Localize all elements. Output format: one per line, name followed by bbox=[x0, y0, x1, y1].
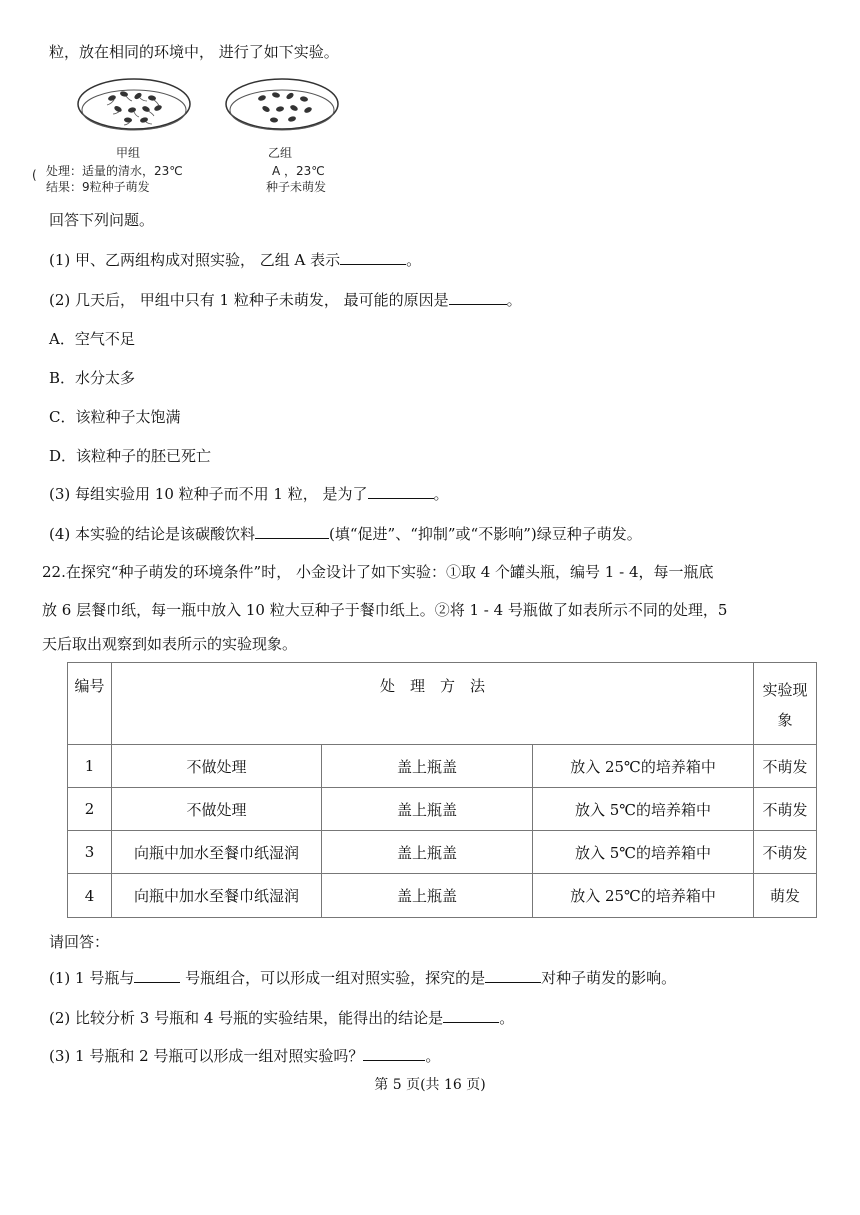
cell-temp: 放入 5℃的培养箱中 bbox=[533, 788, 754, 831]
answer-blank[interactable] bbox=[368, 484, 434, 499]
cell-water: 不做处理 bbox=[112, 745, 322, 788]
q22-q3-text: (3) 1 号瓶和 2 号瓶可以形成一组对照实验吗？ bbox=[49, 1047, 364, 1065]
page-footer: 第 5 页(共 16 页) bbox=[374, 1077, 486, 1093]
header-result-line2: 象 bbox=[777, 711, 793, 729]
answer-blank[interactable] bbox=[134, 968, 180, 983]
option-c: C．该粒种子太饱满 bbox=[49, 408, 181, 426]
q22-intro-1: 22.在探究“种子萌发的环境条件”时， 小金设计了如下实验：①取 4 个罐头瓶，编号 1 - 4，每一瓶底 bbox=[42, 563, 714, 581]
cell-lid: 盖上瓶盖 bbox=[322, 831, 533, 874]
cell-no: 1 bbox=[68, 745, 112, 788]
q22-q1-a: (1) 1 号瓶与 bbox=[49, 969, 135, 987]
cell-lid: 盖上瓶盖 bbox=[322, 745, 533, 788]
please-answer: 请回答： bbox=[49, 933, 110, 951]
cell-lid: 盖上瓶盖 bbox=[322, 874, 533, 918]
q22-q1-b: 号瓶组合，可以形成一组对照实验，探究的是 bbox=[180, 969, 486, 987]
cell-temp: 放入 25℃的培养箱中 bbox=[533, 745, 754, 788]
option-d: D．该粒种子的胚已死亡 bbox=[49, 447, 212, 465]
group-a-left-mark: ( bbox=[32, 168, 37, 182]
table-row bbox=[68, 874, 817, 918]
intro-line: 粒，放在相同的环境中， 进行了如下实验。 bbox=[49, 43, 339, 61]
period: 。 bbox=[499, 1009, 515, 1027]
cell-water: 向瓶中加水至餐巾纸湿润 bbox=[112, 874, 322, 918]
q21-q3-text: (3) 每组实验用 10 粒种子而不用 1 粒， 是为了 bbox=[49, 485, 368, 503]
q21-q4-after: (填“促进”、“抑制”或“不影响”)绿豆种子萌发。 bbox=[329, 525, 642, 543]
header-no: 编号 bbox=[68, 663, 112, 745]
group-a-treatment: 处理：适量的清水，23℃ bbox=[46, 164, 183, 178]
table-header-row bbox=[68, 663, 817, 745]
period: 。 bbox=[433, 485, 449, 503]
q22-q2-text: (2) 比较分析 3 号瓶和 4 号瓶的实验结果，能得出的结论是 bbox=[49, 1009, 444, 1027]
table-row bbox=[68, 788, 817, 831]
cell-temp: 放入 25℃的培养箱中 bbox=[533, 874, 754, 918]
answer-blank[interactable] bbox=[340, 250, 406, 265]
q22-q1-c: 对种子萌发的影响。 bbox=[541, 969, 677, 987]
cell-result: 不萌发 bbox=[754, 831, 817, 874]
table-row bbox=[68, 745, 817, 788]
group-b-result: 种子未萌发 bbox=[266, 180, 327, 194]
q22-intro-3: 天后取出观察到如表所示的实验现象。 bbox=[42, 635, 298, 653]
q21-q2-text: (2) 几天后， 甲组中只有 1 粒种子未萌发， 最可能的原因是 bbox=[49, 291, 449, 309]
q21-question-4 bbox=[49, 524, 642, 544]
period: 。 bbox=[406, 251, 422, 269]
answer-blank[interactable] bbox=[443, 1008, 499, 1023]
option-b: B．水分太多 bbox=[49, 369, 136, 387]
period: 。 bbox=[425, 1047, 441, 1065]
answer-blank[interactable] bbox=[449, 290, 507, 305]
answer-blank[interactable] bbox=[255, 524, 329, 539]
cell-temp: 放入 5℃的培养箱中 bbox=[533, 831, 754, 874]
q22-question-3 bbox=[49, 1046, 440, 1066]
q21-prompt: 回答下列问题。 bbox=[49, 211, 155, 229]
q22-intro-2: 放 6 层餐巾纸，每一瓶中放入 10 粒大豆种子于餐巾纸上。②将 1 - 4 号瓶做了如表所示不同的处理，5 bbox=[42, 601, 728, 619]
cell-result: 萌发 bbox=[754, 874, 817, 918]
q21-q4-text: (4) 本实验的结论是该碳酸饮料 bbox=[49, 525, 256, 543]
cell-no: 3 bbox=[68, 831, 112, 874]
q21-question-1 bbox=[49, 250, 421, 270]
group-a-name: 甲组 bbox=[116, 146, 141, 160]
experiment-table bbox=[67, 662, 817, 918]
q22-question-1 bbox=[49, 968, 676, 988]
petri-dish-figure bbox=[32, 76, 340, 200]
q21-question-3 bbox=[49, 484, 449, 504]
cell-no: 2 bbox=[68, 788, 112, 831]
cell-water: 不做处理 bbox=[112, 788, 322, 831]
q22-question-2 bbox=[49, 1008, 514, 1028]
header-result-line1: 实验现 bbox=[762, 681, 808, 699]
cell-result: 不萌发 bbox=[754, 788, 817, 831]
answer-blank[interactable] bbox=[363, 1046, 425, 1061]
answer-blank[interactable] bbox=[485, 968, 541, 983]
cell-lid: 盖上瓶盖 bbox=[322, 788, 533, 831]
cell-no: 4 bbox=[68, 874, 112, 918]
q21-q1-text: (1) 甲、乙两组构成对照实验， 乙组 A 表示 bbox=[49, 251, 341, 269]
table-row bbox=[68, 831, 817, 874]
group-a-result: 结果：9粒种子萌发 bbox=[46, 180, 150, 194]
option-a: A．空气不足 bbox=[49, 330, 135, 348]
cell-result: 不萌发 bbox=[754, 745, 817, 788]
group-b-name: 乙组 bbox=[268, 146, 293, 160]
period: 。 bbox=[506, 291, 522, 309]
header-result bbox=[754, 663, 817, 745]
group-b-treatment: A ，23℃ bbox=[272, 164, 325, 178]
cell-water: 向瓶中加水至餐巾纸湿润 bbox=[112, 831, 322, 874]
q21-question-2 bbox=[49, 290, 522, 310]
header-method: 处 理 方 法 bbox=[112, 663, 754, 745]
